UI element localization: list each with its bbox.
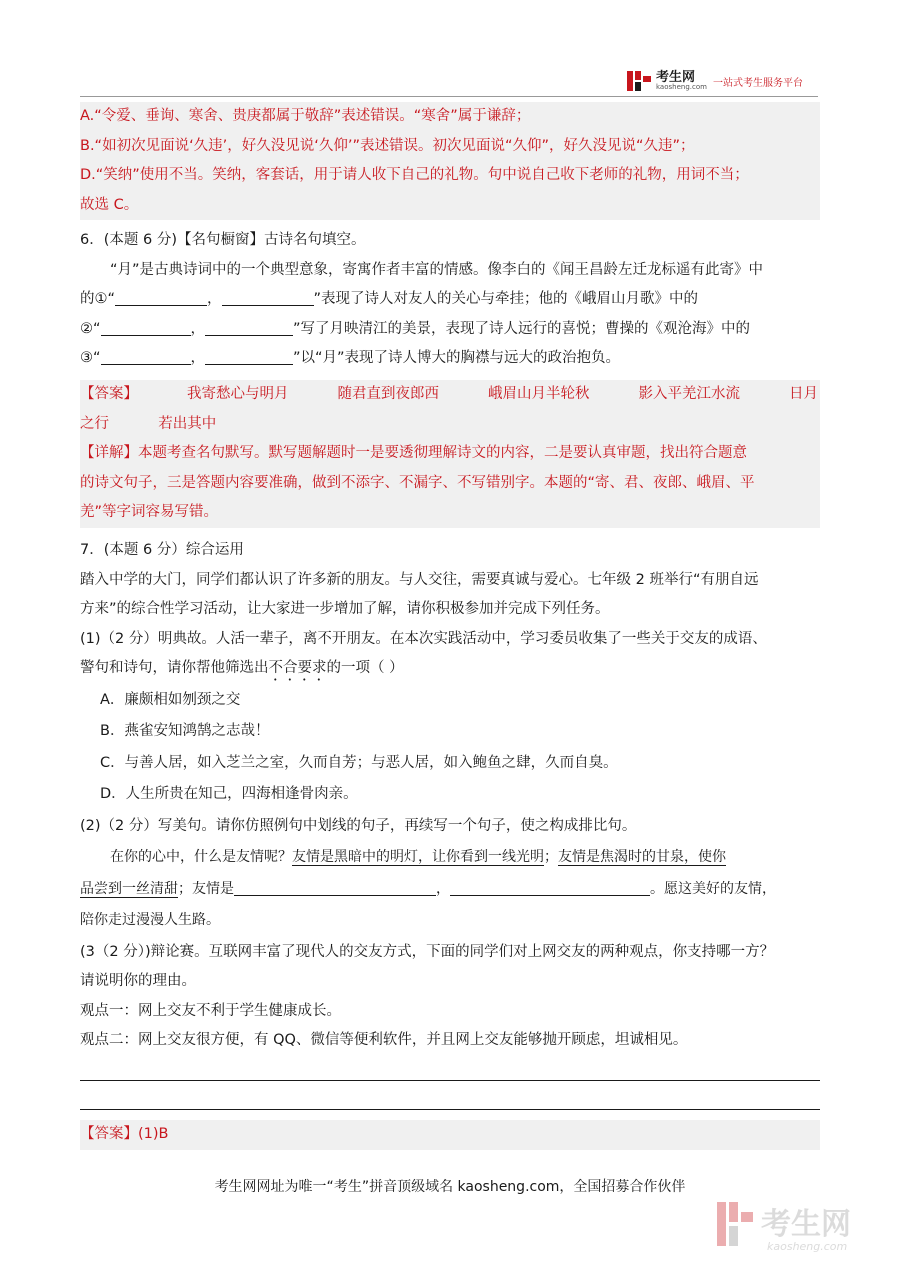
emphasized-text: 不合要求 [268, 660, 327, 676]
comma: ， [190, 320, 206, 337]
watermark-logo [715, 1196, 880, 1256]
answer-blank[interactable] [205, 317, 293, 336]
example-prefix: 在你的心中，什么是友情呢？ [110, 849, 292, 865]
answer-writing-line[interactable] [80, 1109, 820, 1110]
part1-suffix: 的一项（ ） [326, 660, 404, 676]
watermark-text: 考生网 [761, 1207, 851, 1242]
header-divider [80, 96, 818, 97]
q6-line2-end: ”写了月映清江的美景，表现了诗人远行的喜悦；曹操的《观沧海》中的 [293, 320, 751, 337]
kaosheng-logo-icon [626, 70, 652, 92]
q6-line1-end: ”表现了诗人对友人的关心与牵挂；他的《峨眉山月歌》中的 [313, 291, 699, 307]
comma: ， [190, 350, 206, 366]
answer-item: 影入平羌江水流 [638, 386, 740, 402]
answer-item: 之行 [80, 415, 109, 432]
example-line-2 [80, 875, 820, 905]
q6-line3-end: ”以“月”表现了诗人博大的胸襟与远大的政治抱负。 [293, 350, 621, 366]
answer-blank[interactable] [101, 317, 191, 336]
q6-line2-start: ②“ [80, 320, 101, 337]
answer-writing-line[interactable] [80, 1080, 820, 1081]
q6-line-1 [80, 285, 820, 315]
site-logo[interactable] [626, 70, 803, 92]
answer-item: 随君直到夜郎西 [337, 386, 439, 402]
detail-line: 的诗文句子，三是答题内容要准确，做到不添字、不漏字、不写错别字。本题的“寄、君、夜郎、峨眉、平 [80, 474, 755, 491]
view-two: 观点二：网上交友很方便，有 QQ、微信等便利软件，并且网上交友能够抛开顾虑，坦诚相见。 [80, 1032, 688, 1048]
answer-item: 峨眉山月半轮秋 [488, 386, 590, 402]
analysis-line: B.“如初次见面说‘久违’，好久没见说‘久仰’”表述错误。初次见面说“久仰”，好久没见说“久违”； [80, 137, 695, 154]
example-underlined: 友情是焦渴时的甘泉，使你 [558, 849, 726, 865]
example-cont: ；友情是 [178, 880, 234, 897]
question-6 [80, 226, 820, 374]
q6-line-2 [80, 315, 820, 345]
answer-blank[interactable] [205, 346, 293, 365]
logo-site-name: 考生网 [656, 70, 696, 85]
q7-answer-line [80, 1120, 820, 1150]
example-line-3: 陪你走过漫漫人生路。 [80, 912, 220, 928]
answer-label: 【答案】 [80, 386, 138, 402]
option-c[interactable]: C．与善人居，如入芝兰之室，久而自芳；与恶人居，如入鲍鱼之肆，久而自臭。 [100, 754, 618, 771]
q6-title: 6．(本题 6 分)【名句橱窗】古诗名句填空。 [80, 232, 366, 248]
page-footer: 考生网网址为唯一“考生”拼音顶级域名 kaosheng.com，全国招募合作伙伴 [214, 1179, 686, 1195]
q7-part3-line: (3（2 分）)辩论赛。互联网丰富了现代人的交友方式，下面的同学们对上网交友的两种观点，你支持哪一方？ [80, 943, 775, 960]
answer-value: (1)B [138, 1126, 169, 1142]
question-7 [80, 536, 820, 1056]
q7-answer-block [80, 1120, 820, 1150]
q7-part3-line: 请说明你的理由。 [80, 973, 196, 989]
analysis-line: A.“令爱、垂询、寒舍、贵庚都属于敬辞”表述错误。“寒舍”属于谦辞； [80, 108, 531, 124]
q6-intro: “月”是古典诗词中的一个典型意象，寄寓作者丰富的情感。像李白的《闻王昌龄左迁龙标遥有此寄》中 [110, 261, 764, 278]
option-d[interactable]: D．人生所贵在知己，四海相逢骨肉亲。 [100, 786, 358, 802]
q7-intro-line: 方来”的综合性学习活动，让大家进一步增加了解，请你积极参加并完成下列任务。 [80, 601, 610, 617]
answer-label: 【答案】 [80, 1126, 138, 1142]
q6-line3-start: ③“ [80, 350, 101, 366]
answer-blank[interactable] [222, 287, 314, 306]
q7-part2-title: (2)（2 分）写美句。请你仿照例句中划线的句子，再续写一个句子，使之构成排比句。 [80, 817, 637, 834]
q7-intro-line: 踏入中学的大门，同学们都认识了许多新的朋友。与人交往，需要真诚与爱心。七年级 2 班举行“有朋自远 [80, 571, 759, 588]
q7-part1-line1: (1)（2 分）明典故。人活一辈子，离不开朋友。在本次实践活动中，学习委员收集了一些关于交友的成语、 [80, 630, 767, 647]
analysis-line: D.“笑纳”使用不当。笑纳，客套话，用于请人收下自己的礼物。句中说自己收下老师的礼物，用词不当； [80, 167, 749, 183]
q6-answer-line [80, 380, 820, 410]
watermark-icon [715, 1196, 880, 1256]
analysis-line: 故选 C。 [80, 196, 139, 213]
q6-answer-cont [80, 410, 820, 440]
q5-analysis [80, 102, 820, 220]
watermark-domain: kaosheng.com [767, 1240, 848, 1253]
answer-item: 若出其中 [158, 415, 217, 432]
answer-blank[interactable] [234, 877, 436, 896]
detail-line: 羌”等字词容易写错。 [80, 504, 219, 520]
answer-blank[interactable] [101, 346, 191, 365]
example-line-1 [80, 843, 820, 873]
logo-slogan: 一站式考生服务平台 [712, 77, 803, 89]
answer-blank[interactable] [450, 877, 650, 896]
example-end: 。愿这美好的友情， [650, 880, 776, 897]
answer-item: 日月 [789, 386, 818, 402]
q7-title: 7．(本题 6 分）综合运用 [80, 542, 244, 558]
logo-domain: kaosheng.com [656, 83, 707, 91]
q6-answer-block [80, 380, 820, 528]
example-underlined: 品尝到一丝清甜 [80, 880, 178, 897]
q7-part1-line2 [80, 654, 820, 684]
q6-line-3 [80, 344, 820, 374]
q6-line1-start: 的①“ [80, 291, 116, 307]
example-comma: ， [436, 880, 450, 897]
part1-prefix: 警句和诗句，请你帮他筛选出 [80, 660, 269, 676]
comma: ， [207, 291, 222, 307]
option-a[interactable]: A．廉颇相如刎颈之交 [100, 691, 241, 708]
example-underlined: 友情是黑暗中的明灯，让你看到一线光明 [292, 849, 544, 865]
example-mid: ； [544, 849, 558, 865]
option-b[interactable]: B．燕雀安知鸿鹄之志哉！ [100, 723, 270, 739]
answer-item: 我寄愁心与明月 [187, 386, 289, 402]
detail-line: 【详解】本题考查名句默写。默写题解题时一是要透彻理解诗文的内容，二是要认真审题，找出符合题意 [80, 445, 747, 461]
view-one: 观点一：网上交友不利于学生健康成长。 [80, 1002, 341, 1019]
logo-text [656, 71, 707, 91]
answer-blank[interactable] [115, 287, 207, 306]
